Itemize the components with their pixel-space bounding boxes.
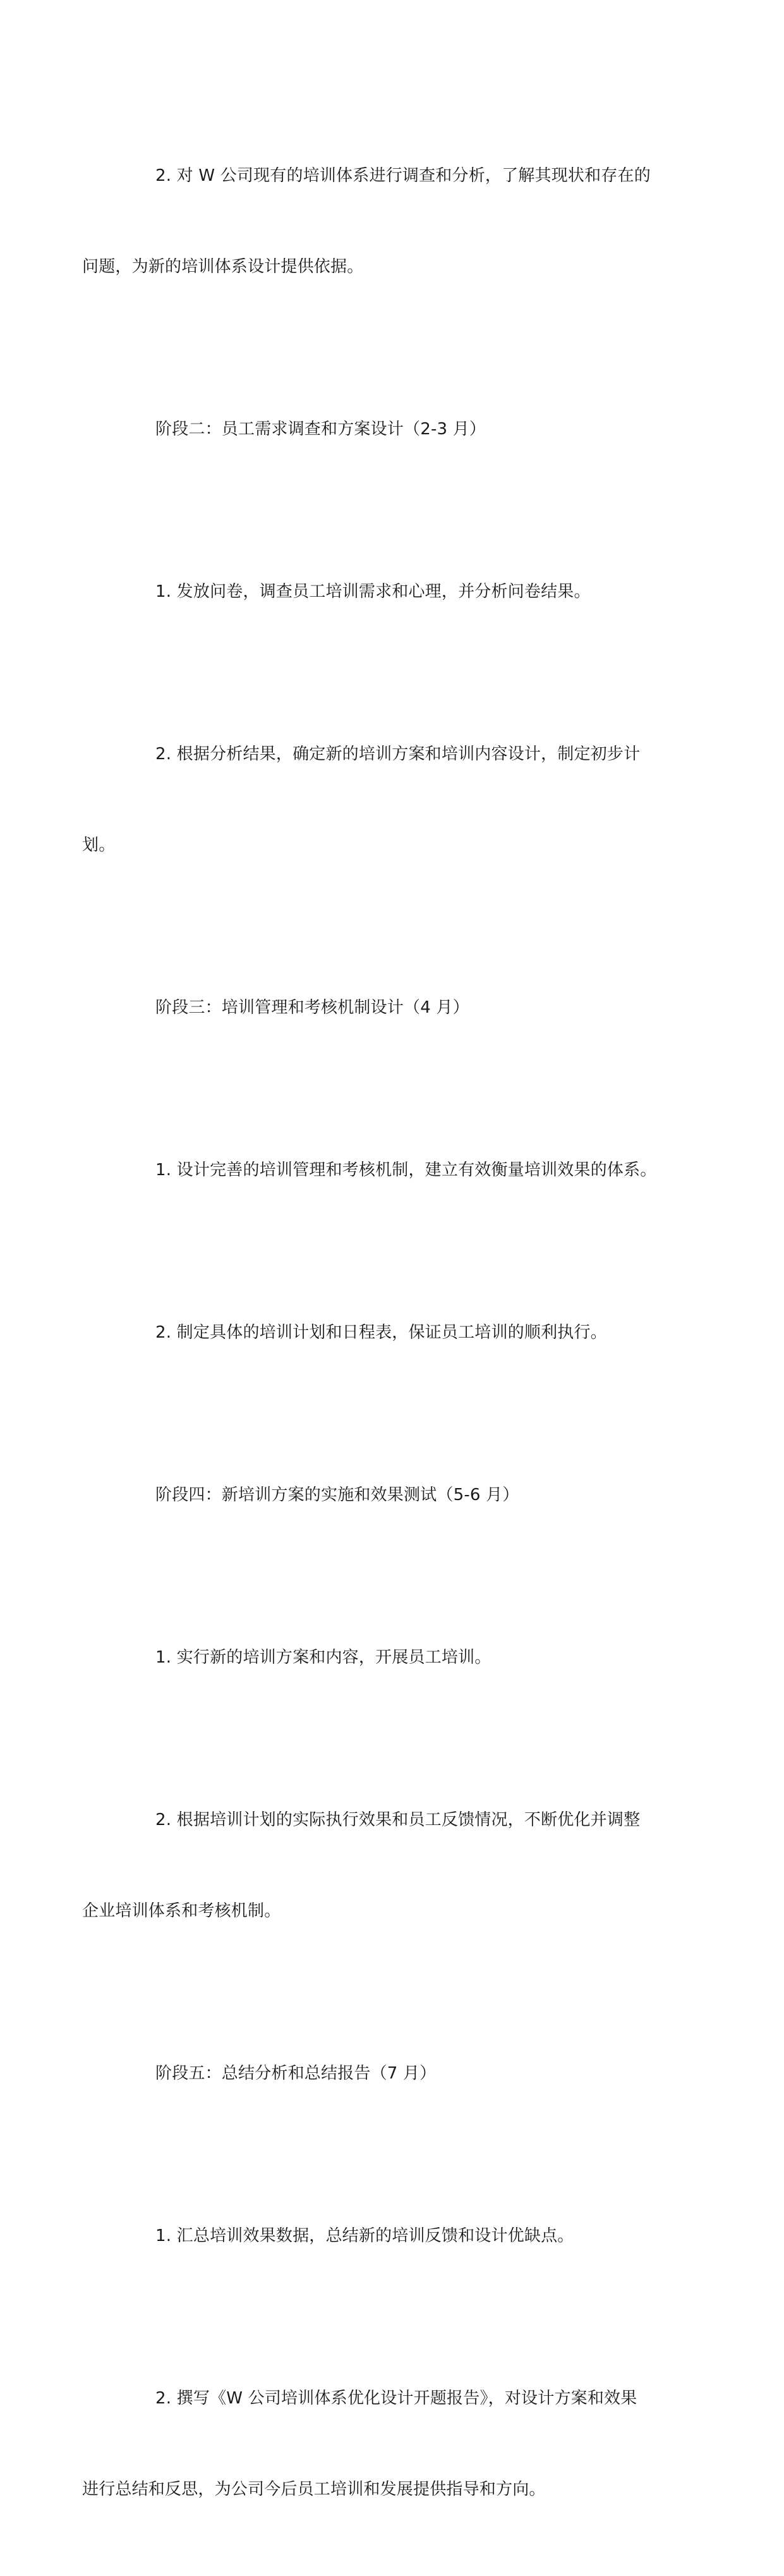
paragraph-7-line-1: 2. 制定具体的培训计划和日程表，保证员工培训的顺利执行。 [155,1323,607,1342]
paragraph-13 [82,2323,675,2565]
paragraph-1 [82,100,675,343]
stage-four-heading [119,1419,675,1571]
paragraph-10-line-1: 2. 根据培训计划的实际执行效果和员工反馈情况，不断优化并调整 [155,1810,641,1829]
stage-three-heading-text: 阶段三：培训管理和考核机制设计（4 月） [155,998,469,1017]
document-body [82,100,675,2576]
stage-three-heading [119,932,675,1084]
paragraph-4 [82,678,675,921]
paragraph-13-line-2: 进行总结和反思，为公司今后员工培训和发展提供指导和方向。 [82,2480,546,2499]
stage-four-heading-text: 阶段四：新培训方案的实施和效果测试（5-6 月） [155,1486,519,1505]
paragraph-1-line-1: 2. 对 W 公司现有的培训体系进行调查和分析，了解其现状和存在的 [155,166,651,185]
paragraph-13-line-1: 2. 撰写《W 公司培训体系优化设计开题报告》，对设计方案和效果 [155,2389,637,2408]
paragraph-9 [119,1582,675,1733]
paragraph-6 [119,1094,675,1246]
paragraph-4-line-1: 2. 根据分析结果，确定新的培训方案和培训内容设计，制定初步计 [155,745,641,764]
paragraph-10-line-2: 企业培训体系和考核机制。 [82,1901,281,1920]
paragraph-4-line-2: 划。 [82,836,116,855]
paragraph-12-line-1: 1. 汇总培训效果数据，总结新的培训反馈和设计优缺点。 [155,2226,574,2245]
paragraph-3-line-1: 1. 发放问卷，调查员工培训需求和心理，并分析问卷结果。 [155,582,591,601]
paragraph-9-line-1: 1. 实行新的培训方案和内容，开展员工培训。 [155,1648,492,1667]
stage-two-heading-text: 阶段二：员工需求调查和方案设计（2-3 月） [155,420,486,439]
paragraph-3 [119,516,675,668]
paragraph-1-line-2: 问题，为新的培训体系设计提供依据。 [82,257,364,276]
paragraph-10 [82,1744,675,1987]
stage-two-heading [119,353,675,505]
paragraph-6-line-1: 1. 设计完善的培训管理和考核机制，建立有效衡量培训效果的体系。 [155,1161,657,1180]
stage-five-heading [119,1998,675,2149]
stage-five-heading-text: 阶段五：总结分析和总结报告（7 月） [155,2064,437,2083]
paragraph-7 [119,1257,675,1408]
paragraph-12 [119,2160,675,2312]
